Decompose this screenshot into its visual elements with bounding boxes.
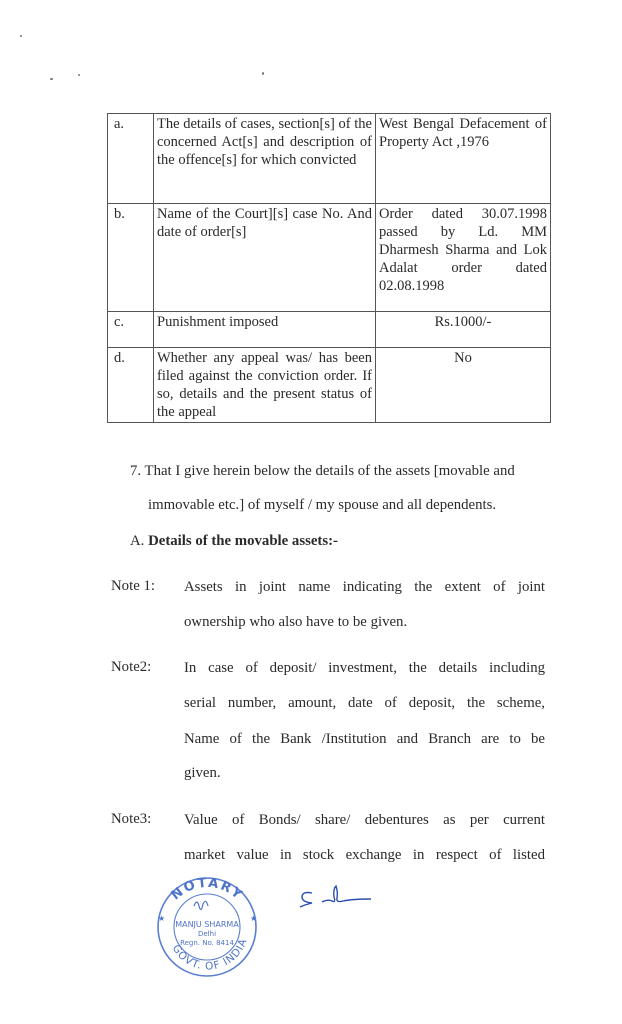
svg-text:★: ★ bbox=[158, 914, 166, 923]
note-3-label: Note3: bbox=[111, 811, 152, 827]
note-2-line: Name of the Bank /Institution and Branch are to be bbox=[184, 731, 545, 747]
paragraph-7-line-1: 7. That I give herein below the details of the assets [movable and bbox=[130, 463, 515, 479]
table-row bbox=[108, 312, 551, 348]
row-value: No bbox=[376, 348, 551, 423]
svg-text:NOTARY bbox=[169, 876, 246, 904]
seal-registration: Regn. No. 8414 bbox=[180, 939, 234, 947]
row-value: Rs.1000/- bbox=[376, 312, 551, 348]
section-a-title: Details of the movable assets:- bbox=[148, 533, 338, 549]
note-1-label: Note 1: bbox=[111, 578, 155, 594]
table-row bbox=[108, 204, 551, 312]
seal-city: Delhi bbox=[197, 930, 217, 938]
note-2-line: serial number, amount, date of deposit, the scheme, bbox=[184, 695, 545, 711]
section-a-letter: A. bbox=[130, 533, 145, 549]
note-1-line: ownership who also have to be given. bbox=[184, 614, 408, 630]
seal-name: MANJU SHARMA bbox=[175, 920, 239, 929]
note-2-label: Note2: bbox=[111, 659, 152, 675]
section-a-heading bbox=[130, 533, 338, 550]
scan-speck bbox=[20, 35, 22, 37]
note-3-line: market value in stock exchange in respect of listed bbox=[184, 847, 545, 863]
row-description: The details of cases, section[s] of the concerned Act[s] and description of the offence[s] for which convicted bbox=[154, 114, 376, 204]
notary-seal-stamp bbox=[150, 872, 264, 978]
note-3-line: Value of Bonds/ share/ debentures as per current bbox=[184, 812, 545, 828]
row-letter: a. bbox=[108, 114, 154, 204]
row-letter: c. bbox=[108, 312, 154, 348]
row-letter: b. bbox=[108, 204, 154, 312]
conviction-details-table bbox=[107, 113, 551, 423]
scan-speck bbox=[262, 72, 264, 75]
paragraph-7-line-2: immovable etc.] of myself / my spouse and all dependents. bbox=[148, 497, 497, 513]
row-letter: d. bbox=[108, 348, 154, 423]
note-2-line: In case of deposit/ investment, the details including bbox=[184, 660, 545, 676]
row-value: West Bengal Defacement of Property Act ,1976 bbox=[376, 114, 551, 204]
svg-text:★: ★ bbox=[250, 914, 258, 923]
scan-speck bbox=[50, 78, 53, 80]
row-description: Name of the Court][s] case No. And date of order[s] bbox=[154, 204, 376, 312]
row-value: Order dated 30.07.1998 passed by Ld. MM Dharmesh Sharma and Lok Adalat order dated 02.08.1998 bbox=[376, 204, 551, 312]
row-description: Punishment imposed bbox=[154, 312, 376, 348]
handwritten-signature bbox=[298, 884, 372, 908]
note-2-line: given. bbox=[184, 765, 221, 781]
table-row bbox=[108, 114, 551, 204]
seal-bottom-text: GOVT. OF INDIA bbox=[169, 936, 250, 973]
row-description: Whether any appeal was/ has been filed against the conviction order. If so, details and the present status of the appeal bbox=[154, 348, 376, 423]
seal-top-text: NOTARY bbox=[168, 875, 246, 904]
table-row bbox=[108, 348, 551, 423]
scan-speck bbox=[78, 74, 80, 76]
note-1-line: Assets in joint name indicating the extent of joint bbox=[184, 579, 545, 595]
